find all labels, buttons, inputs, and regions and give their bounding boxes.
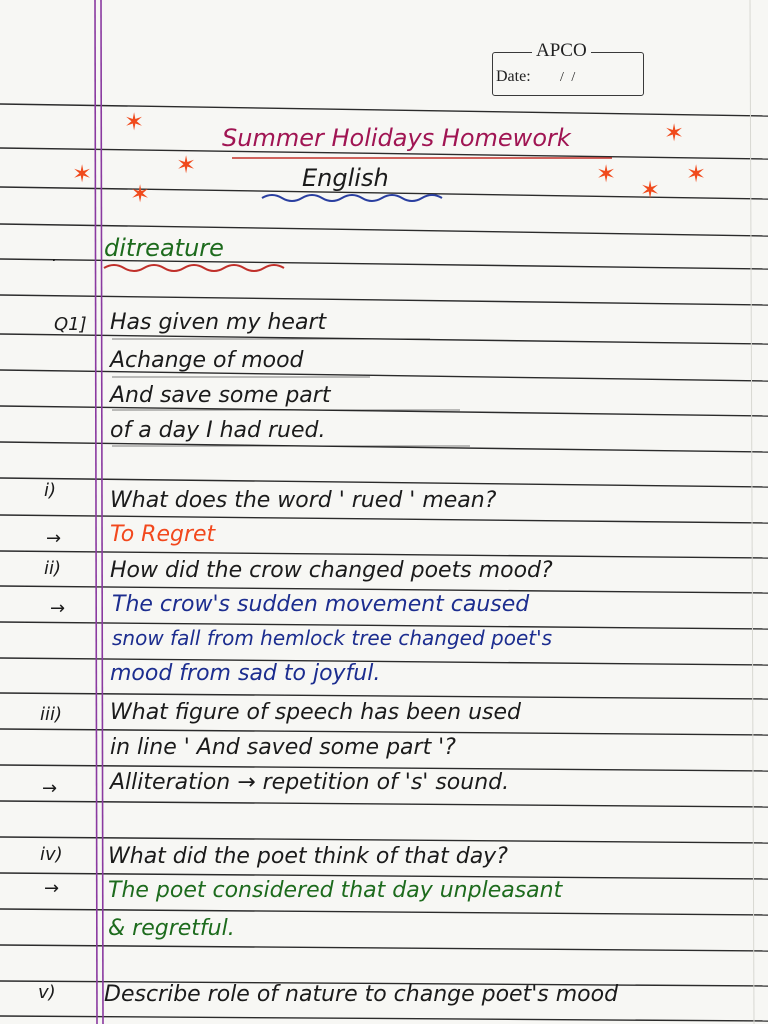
poem-line: And save some part	[110, 383, 331, 408]
section-heading: ditreature	[104, 234, 224, 262]
star-icon: ✶	[664, 119, 685, 147]
poem-line: Achange of mood	[110, 348, 304, 373]
answer-text: The poet considered that day unpleasant	[108, 878, 563, 903]
bullet: .	[52, 246, 58, 265]
question-text: What figure of speech has been used	[110, 700, 521, 725]
star-icon: ✶	[124, 108, 145, 136]
question-label: iv)	[40, 844, 63, 865]
answer-text: snow fall from hemlock tree changed poet's	[112, 626, 553, 650]
question-text: Describe role of nature to change poet's mood	[104, 982, 619, 1007]
arrow-icon: →	[44, 878, 60, 899]
arrow-icon: →	[50, 598, 66, 619]
question-label: i)	[44, 480, 57, 501]
star-icon: ✶	[596, 160, 617, 188]
question-text: What does the word ' rued ' mean?	[110, 488, 497, 513]
star-icon: ✶	[176, 151, 197, 179]
answer-text: & regretful.	[108, 916, 235, 941]
arrow-icon: →	[46, 528, 62, 549]
question-text: How did the crow changed poets mood?	[110, 558, 553, 583]
star-icon: ✶	[640, 176, 661, 204]
answer-text: mood from sad to joyful.	[110, 661, 381, 686]
question-label: ii)	[44, 558, 62, 579]
answer-text: The crow's sudden movement caused	[112, 592, 530, 617]
heading-squiggle	[104, 265, 284, 271]
subject-title: English	[302, 164, 389, 192]
date-value: / /	[560, 70, 578, 85]
star-icon: ✶	[72, 160, 93, 188]
question-label: iii)	[40, 704, 63, 725]
margin-line	[95, 0, 97, 1024]
star-icon: ✶	[130, 180, 151, 208]
answer-text: Alliteration → repetition of 's' sound.	[110, 770, 510, 795]
q1-label: Q1]	[54, 314, 87, 335]
brand-name: APCO	[532, 40, 591, 62]
question-text: in line ' And saved some part '?	[110, 735, 456, 760]
page-title: Summer Holidays Homework	[222, 124, 571, 152]
poem-line: of a day I had rued.	[110, 418, 326, 443]
question-label: v)	[38, 982, 56, 1003]
subject-squiggle	[262, 195, 442, 201]
date-label: Date:	[496, 68, 531, 85]
poem-line: Has given my heart	[110, 310, 327, 335]
arrow-icon: →	[42, 778, 58, 799]
answer-text: To Regret	[110, 522, 216, 547]
star-icon: ✶	[686, 160, 707, 188]
question-text: What did the poet think of that day?	[108, 844, 508, 869]
